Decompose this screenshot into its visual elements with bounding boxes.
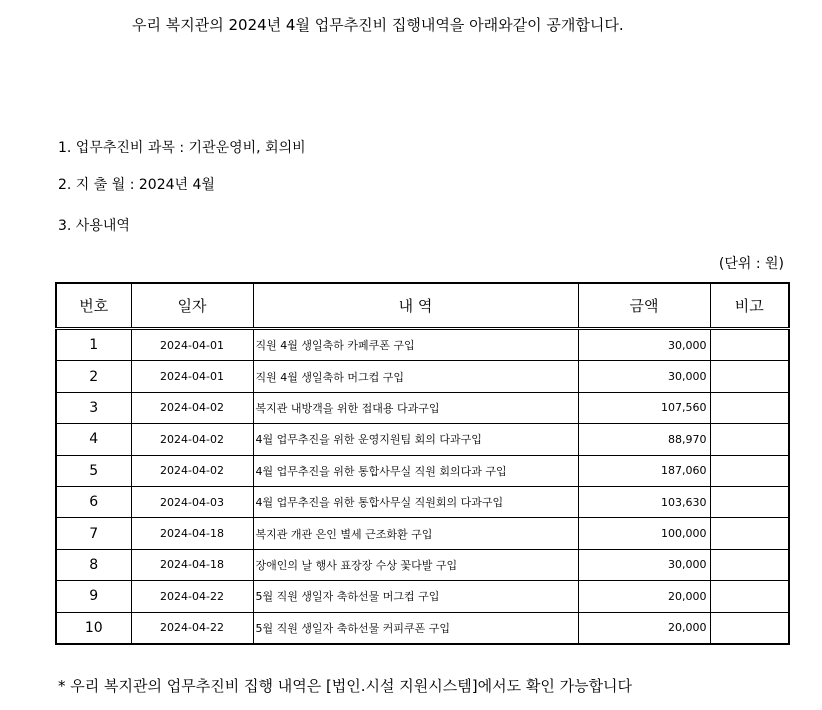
row-description: 장애인의 날 행사 표장장 수상 꽃다발 구입	[253, 549, 578, 580]
row-number: 10	[56, 612, 131, 644]
row-date: 2024-04-03	[131, 486, 253, 517]
item-month: 2. 지 출 월 : 2024년 4월	[58, 177, 215, 193]
row-date: 2024-04-02	[131, 392, 253, 423]
row-date: 2024-04-02	[131, 455, 253, 486]
header-description: 내 역	[253, 283, 578, 329]
row-description: 5월 직원 생일자 축하선물 머그컵 구입	[253, 581, 578, 612]
header-remark: 비고	[710, 283, 789, 329]
intro-text: 우리 복지관의 2024년 4월 업무추진비 집행내역을 아래와같이 공개합니다.	[132, 16, 624, 34]
table-row	[56, 361, 789, 392]
row-number: 3	[56, 392, 131, 423]
row-amount: 20,000	[578, 612, 710, 644]
row-description: 직원 4월 생일축하 머그컵 구입	[253, 361, 578, 392]
row-date: 2024-04-02	[131, 424, 253, 455]
row-remark	[710, 612, 789, 644]
table-row	[56, 486, 789, 517]
row-number: 6	[56, 486, 131, 517]
row-date: 2024-04-01	[131, 361, 253, 392]
item-category: 1. 업무추진비 과목 : 기관운영비, 회의비	[58, 140, 306, 156]
row-amount: 187,060	[578, 455, 710, 486]
table-row	[56, 329, 789, 361]
row-remark	[710, 518, 789, 549]
row-remark	[710, 361, 789, 392]
row-description: 5월 직원 생일자 축하선물 커피쿠폰 구입	[253, 612, 578, 644]
row-description: 4월 업무추진을 위한 운영지원팀 회의 다과구입	[253, 424, 578, 455]
header-amount: 금액	[578, 283, 710, 329]
row-remark	[710, 549, 789, 580]
header-date: 일자	[131, 283, 253, 329]
row-date: 2024-04-18	[131, 518, 253, 549]
unit-label: (단위 : 원)	[718, 256, 784, 272]
row-description: 직원 4월 생일축하 카페쿠폰 구입	[253, 329, 578, 361]
row-date: 2024-04-01	[131, 329, 253, 361]
row-remark	[710, 455, 789, 486]
row-amount: 30,000	[578, 329, 710, 361]
table-row	[56, 581, 789, 612]
row-amount: 107,560	[578, 392, 710, 423]
row-remark	[710, 581, 789, 612]
row-remark	[710, 329, 789, 361]
table-row	[56, 392, 789, 423]
row-amount: 20,000	[578, 581, 710, 612]
row-description: 4월 업무추진을 위한 통합사무실 직원 회의다과 구입	[253, 455, 578, 486]
header-number: 번호	[56, 283, 131, 329]
row-number: 4	[56, 424, 131, 455]
row-amount: 103,630	[578, 486, 710, 517]
expense-table	[55, 282, 790, 645]
row-date: 2024-04-18	[131, 549, 253, 580]
row-remark	[710, 486, 789, 517]
footnote: * 우리 복지관의 업무추진비 집행 내역은 [법인.시설 지원시스템]에서도 확인 가능합니다	[58, 677, 633, 695]
row-amount: 30,000	[578, 549, 710, 580]
row-description: 4월 업무추진을 위한 통합사무실 직원회의 다과구입	[253, 486, 578, 517]
table-row	[56, 518, 789, 549]
row-remark	[710, 424, 789, 455]
table-row	[56, 612, 789, 644]
row-amount: 88,970	[578, 424, 710, 455]
row-description: 복지관 내방객을 위한 접대용 다과구입	[253, 392, 578, 423]
row-date: 2024-04-22	[131, 612, 253, 644]
table-row	[56, 549, 789, 580]
table-header-row	[56, 283, 789, 329]
row-number: 1	[56, 329, 131, 361]
row-number: 8	[56, 549, 131, 580]
table-row	[56, 424, 789, 455]
row-date: 2024-04-22	[131, 581, 253, 612]
row-number: 5	[56, 455, 131, 486]
row-amount: 100,000	[578, 518, 710, 549]
row-number: 7	[56, 518, 131, 549]
row-number: 2	[56, 361, 131, 392]
row-number: 9	[56, 581, 131, 612]
row-remark	[710, 392, 789, 423]
row-amount: 30,000	[578, 361, 710, 392]
row-description: 복지관 개관 은인 별세 근조화환 구입	[253, 518, 578, 549]
table-row	[56, 455, 789, 486]
item-usage: 3. 사용내역	[58, 218, 130, 234]
